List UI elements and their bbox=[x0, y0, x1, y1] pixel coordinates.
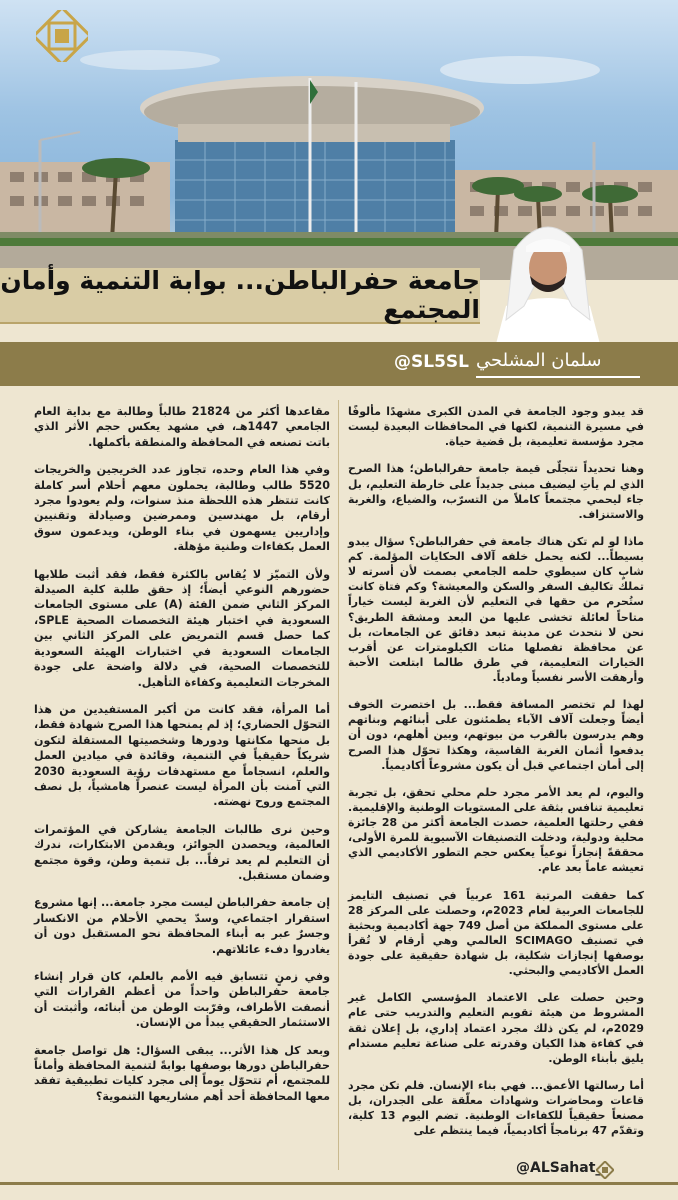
newspaper-logo-icon bbox=[36, 10, 88, 62]
paragraph: لهذا لم تختصر المسافة فقط... بل اختصرت الخوف أيضاً وجعلت آلاف الآباء يطمئنون على أبنائهم وبناتهم وهم يدرسون بالقرب من بيوتهم، وبين أهلهم، دون أن يدفعوا أثمان الغربة القاسية، وهكذا تحوّل هذا الصرح إلى أمان اجتماعي قبل أن يكون مشروعاً أكاديمياً. bbox=[348, 698, 644, 772]
paragraph: قد يبدو وجود الجامعة في المدن الكبرى مشهدًا مألوفًا في مسيرة التنمية، لكنها في المحافظات البعيدة ليست مجرد مؤسسة تعليمية، بل قضية حياة. bbox=[348, 405, 644, 449]
article-column-left bbox=[34, 404, 330, 1116]
author-name: سلمان المشلحي bbox=[476, 350, 602, 371]
article-column-right bbox=[348, 404, 644, 1150]
paragraph: أما رسالتها الأعمق... فهي بناء الإنسان. فلم تكن مجرد قاعات ومحاضرات وشهادات معلّقة على الجدران، بل مصنعاً حقيقياً للكفاءات الوطنية. تضم اليوم 13 كلية، وتقدّم 47 برنامجاً أكاديمياً، فيما ينتظم على bbox=[348, 1078, 644, 1138]
footer-rule bbox=[0, 1182, 678, 1185]
column-divider bbox=[338, 400, 339, 1170]
article-title: جامعة حفرالباطن... بوابة التنمية وأمان المجتمع bbox=[0, 266, 480, 324]
paragraph: وهنا تحديداً تتجلّى قيمة جامعة حفرالباطن؛ هذا الصرح الذي لم يأتِ ليضيف مبنى جديداً على خارطة التعليم، بل جاء ليحمي مجتمعاً كاملاً من التسرّب، والضياع، والغربة والاستنزاف. bbox=[348, 462, 644, 521]
paragraph: وحين نرى طالبات الجامعة يشاركن في المؤتمرات العالمية، ويحصدن الجوائز، ويقدمن الابتكارات، ندرك أن التعليم لم يعد ترفاً... بل تنمية وطن، وقوة مجتمع وضمان مستقبل. bbox=[34, 822, 330, 882]
paragraph: واليوم، لم يعد الأمر مجرد حلم محلي تحقق، بل تجربة تعليمية تنافس بثقة على المستويات الوطنية والإقليمية. ففي رحلتها العلمية، حصدت الجامعة أكثر من 28 جائزة محلية ودولية، ودخلت التصنيفات الآسيوية للمرة الأولى، محققةً إنجازاً نوعياً يعكس حجم التطور الأكاديمي الذي تعيشه عاماً بعد عام. bbox=[348, 785, 644, 875]
paragraph: وبعد كل هذا الأثر... يبقى السؤال: هل تواصل جامعة حفرالباطن دورها بوصفها بوابةً لتنمية المحافظة وأماناً للمجتمع، أم تتحوّل يوماً إلى مجرد كليات تطبيقية تفقد معها المحافظة أحد أهم مشاريعها التنموية؟ bbox=[34, 1043, 330, 1103]
paragraph: وفي زمنٍ تتسابق فيه الأمم بالعلم، كان قرار إنشاء جامعة حفرالباطن واحداً من أعظم القرارات التي أنصفت الأطراف، وقرّبت الوطن من أبنائه، وأثبتت أن الاستثمار الحقيقي يبدأ من الإنسان. bbox=[34, 970, 330, 1030]
footer-logo-icon bbox=[596, 1161, 614, 1179]
author-name-underline bbox=[476, 376, 640, 378]
paragraph: ولأن التميّز لا يُقاس بالكثرة فقط، فقد أثبت طلابها حضورهم النوعي أيضاً؛ إذ حقق طلبة كلية الصيدلة المركز الثاني ضمن الفئة (A) على مستوى الجامعات السعودية في اختبار هيئة التخصصات الصحية SPLE، كما حصل قسم التمريض على المركز الثاني بين الجامعات السعودية في اختبارات الهيئة السعودية للتخصصات الصحية، في دلالة واضحة على جودة المخرجات التعليمية وكفاءة التأهيل. bbox=[34, 567, 330, 689]
paragraph: وفي هذا العام وحده، تجاوز عدد الخريجين والخريجات 5520 طالب وطالبة، يحملون معهم أحلام أسر كاملة كانت تنتظر هذه اللحظة منذ سنوات، ولم يعودوا مجرد أرقام، بل مهندسين وممرضين وصيادلة وتقنيين وإداريين يسهمون في بناء الوطن، ويدعمون سوق العمل بكفاءات وطنية مؤهلة. bbox=[34, 463, 330, 554]
footer-handle[interactable]: @ALSahat_ bbox=[516, 1160, 603, 1176]
paragraph: كما حققت المرتبة 161 عربياً في تصنيف التايمز للجامعات العربية لعام 2023م، وحصلت على المركز 28 على مستوى المملكة من أصل 749 جهة أكاديمية وبحثية في تصنيف SCIMAGO العالمي وهي أرقام لا تُقرأ بوصفها إنجازات شكلية، بل شهادة حقيقية على جودة العمل الأكاديمي والبحثي. bbox=[348, 888, 645, 978]
paragraph: أما المرأة، فقد كانت من أكبر المستفيدين من هذا التحوّل الحضاري؛ إذ لم يمنحها هذا الصرح شهادة فقط، بل منحها مكانتها ودورها وشخصيتها المستقلة لتكون شريكاً حقيقياً في التنمية، وقائدة في ميادين العمل والعلم، انسجاماً مع مستهدفات رؤية السعودية 2030 التي آمنت بأن المرأة ليست عنصراً هامشياً، بل نصف المجتمع وروح نهضته. bbox=[34, 702, 330, 809]
paragraph: وحين حصلت على الاعتماد المؤسسي الكامل غير المشروط من هيئة تقويم التعليم والتدريب حتى عام 2029م، لم يكن ذلك مجرد اعتماد إداري، بل إعلان ثقة في كفاءة هذا الكيان وقدرته على صناعة تعليم مستدام يليق بأبناء الوطن. bbox=[348, 991, 644, 1065]
author-bar bbox=[0, 342, 678, 386]
title-banner bbox=[0, 268, 480, 324]
paragraph: ماذا لو لم تكن هناك جامعة في حفرالباطن؟ سؤال يبدو بسيطاً... لكنه يحمل خلفه آلاف الحكايات المؤلمة. كم شابٍ كان سيطوي حلمه الجامعي بصمت لأن أسرته لا تملك تكاليف السفر والسكن والمعيشة؟ وكم فتاة كانت ستُحرم من حقها في التعليم لأن الغربة ليست خياراً متاحاً لعائلة تخشى عليها من البعد ومشقة الطريق؟ نحن لا نتحدث عن مدينة تبعد دقائق عن الجامعات، بل عن محافظة تفصلها مئات الكيلومترات عن أقرب الخيارات التعليمية، في طرق طالما ابتلعت الأحبة وأرهقت الأسر نفسياً ومادياً. bbox=[348, 534, 644, 684]
paragraph: إن جامعة حفرالباطن ليست مجرد جامعة... إنها مشروع استقرار اجتماعي، وسدّ يحمي الأحلام من الانكسار وجسرٌ عبر به أبناء المحافظة نحو المستقبل دون أن يغادروا دفء عائلاتهم. bbox=[34, 896, 330, 956]
author-handle[interactable]: @SL5SL bbox=[394, 352, 469, 372]
author-photo bbox=[486, 210, 610, 344]
paragraph: مقاعدها أكثر من 21824 طالباً وطالبة مع بداية العام الجامعي 1447هـ، في مشهد يعكس حجم الأثر الذي باتت تصنعه في المحافظة والمنطقة بأكملها. bbox=[34, 405, 330, 449]
